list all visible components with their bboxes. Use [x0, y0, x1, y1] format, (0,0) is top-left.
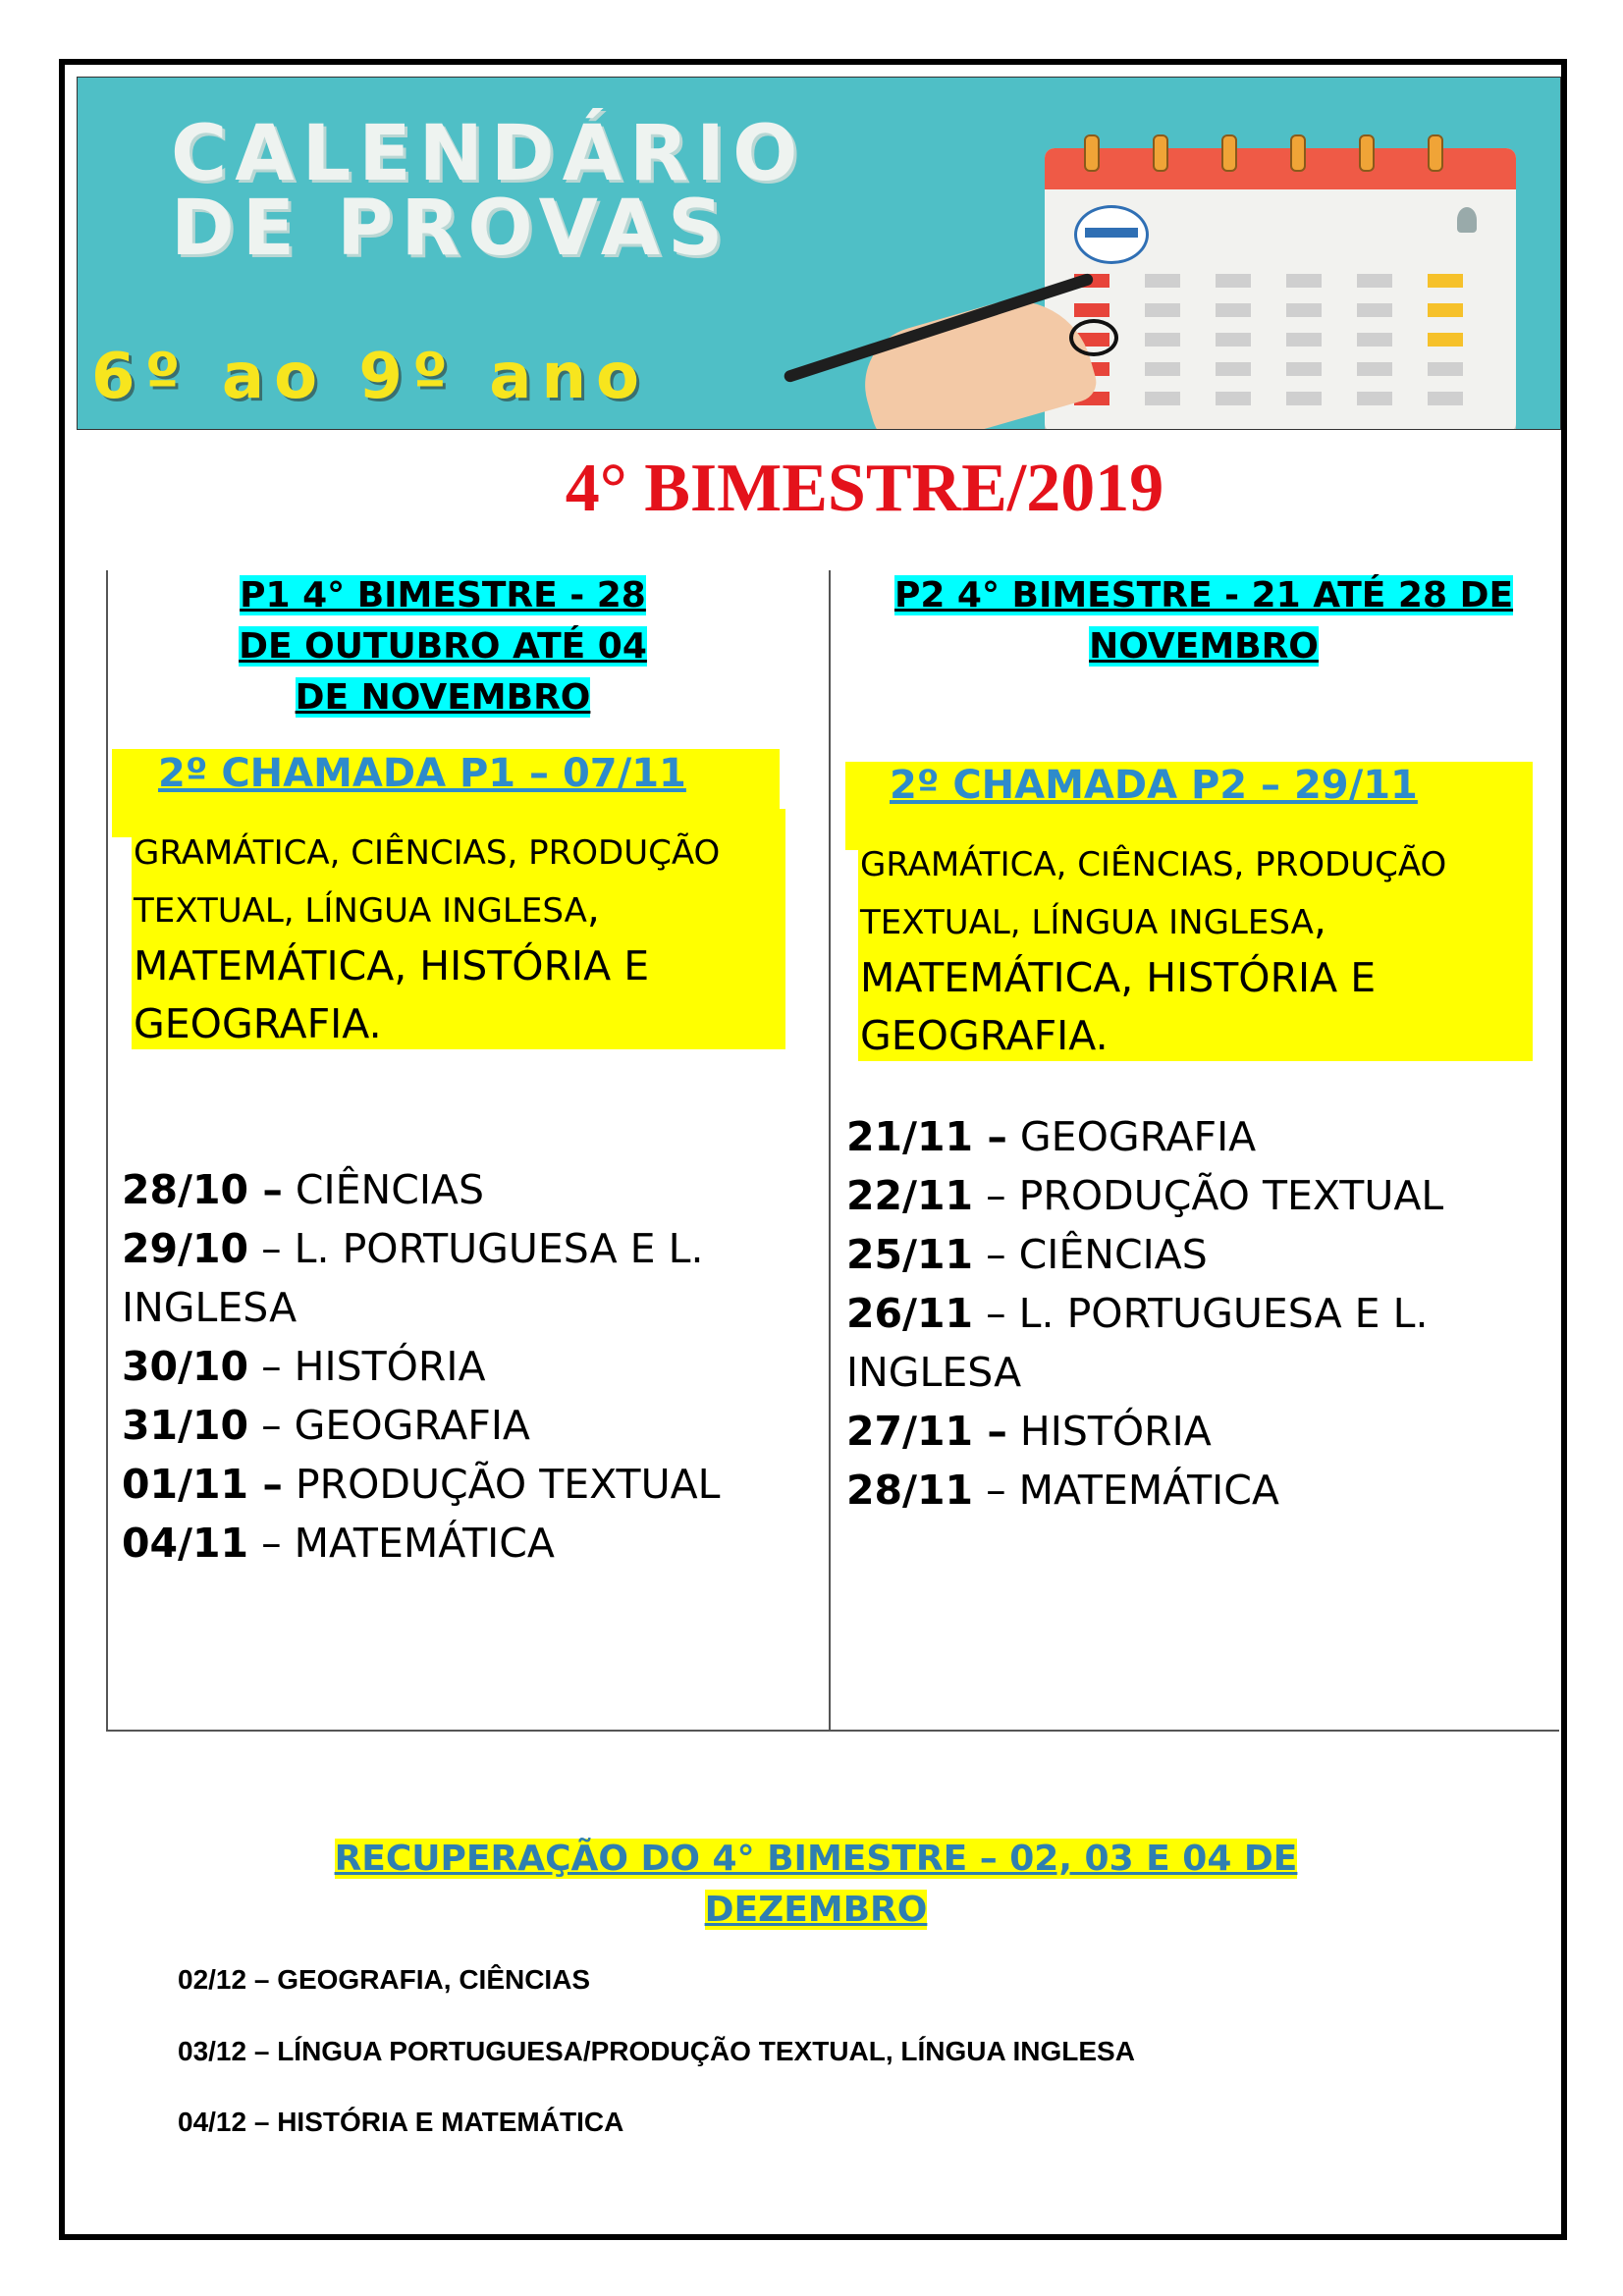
p2-second-call-big: , MATEMÁTICA, HISTÓRIA E GEOGRAFIA.	[860, 896, 1377, 1059]
calendar-cell	[1286, 333, 1322, 347]
list-item: 25/11 – CIÊNCIAS	[846, 1231, 1208, 1278]
p1-schedule	[122, 1160, 809, 1573]
recovery-item: 02/12 – GEOGRAFIA, CIÊNCIAS	[178, 1964, 591, 1995]
list-item: 21/11 – GEOGRAFIA	[846, 1113, 1257, 1160]
calendar-cell	[1216, 303, 1251, 317]
p1-second-call-small: GRAMÁTICA, CIÊNCIAS, PRODUÇÃO TEXTUAL, LÍNGUA INGLESA	[134, 833, 721, 931]
page-frame	[59, 59, 1567, 2240]
recovery-item: 04/12 – HISTÓRIA E MATEMÁTICA	[178, 2107, 624, 2137]
list-item: 31/10 – GEOGRAFIA	[122, 1402, 530, 1449]
table-left-border	[106, 570, 108, 1731]
recovery-title	[261, 1834, 1371, 1936]
p1-second-call-big: , MATEMÁTICA, HISTÓRIA E GEOGRAFIA.	[134, 884, 650, 1047]
list-item: 28/11 – MATEMÁTICA	[846, 1467, 1279, 1514]
table-center-divider	[829, 570, 831, 1731]
page-title-text: 4° BIMESTRE/2019	[565, 451, 1164, 526]
list-item: 29/10 – L. PORTUGUESA E L. INGLESA	[122, 1225, 704, 1331]
school-logo-icon	[1074, 205, 1149, 264]
calendar-ring	[1153, 134, 1168, 172]
recovery-title-text: RECUPERAÇÃO DO 4° BIMESTRE – 02, 03 E 04 DE DEZEMBRO	[334, 1839, 1298, 1930]
p1-title	[212, 570, 674, 723]
p2-second-call-subjects	[860, 837, 1528, 1066]
calendar-cell	[1286, 362, 1322, 376]
banner-title-line2: DE PROVAS	[171, 185, 731, 273]
calendar-cell	[1286, 274, 1322, 288]
p2-schedule	[846, 1107, 1543, 1520]
banner-title	[171, 110, 806, 273]
calendar-cell	[1428, 392, 1463, 405]
calendar-ring	[1084, 134, 1100, 172]
calendar-ring	[1221, 134, 1237, 172]
list-item: 04/11 – MATEMÁTICA	[122, 1520, 555, 1567]
circle-mark-icon	[1069, 319, 1118, 356]
calendar-cell	[1357, 274, 1392, 288]
banner-grades: 6º ao 9º ano	[91, 341, 649, 413]
calendar-cell	[1145, 392, 1180, 405]
calendar-cell	[1357, 303, 1392, 317]
calendar-cell	[1428, 274, 1463, 288]
calendar-cell	[1216, 362, 1251, 376]
calendar-cell	[1216, 274, 1251, 288]
calendar-ring	[1428, 134, 1443, 172]
calendar-cell	[1074, 303, 1109, 317]
calendar-ring	[1359, 134, 1375, 172]
p1-title-text: P1 4° BIMESTRE - 28 DE OUTUBRO ATÉ 04 DE NOVEMBRO	[239, 575, 647, 718]
table-bottom-border	[106, 1730, 1559, 1732]
p2-title	[850, 570, 1557, 672]
list-item: 27/11 – HISTÓRIA	[846, 1408, 1212, 1455]
calendar-icon	[1045, 148, 1516, 430]
calendar-cell	[1357, 392, 1392, 405]
calendar-cell	[1357, 333, 1392, 347]
calendar-cell	[1357, 362, 1392, 376]
calendar-header-strip	[1045, 148, 1516, 189]
p2-title-text: P2 4° BIMESTRE - 21 ATÉ 28 DE NOVEMBRO	[893, 575, 1514, 667]
calendar-cell	[1216, 392, 1251, 405]
calendar-cell	[1145, 274, 1180, 288]
list-item: 26/11 – L. PORTUGUESA E L. INGLESA	[846, 1290, 1429, 1396]
calendar-cell	[1428, 362, 1463, 376]
list-item: 28/10 – CIÊNCIAS	[122, 1166, 484, 1213]
calendar-cell	[1428, 303, 1463, 317]
calendar-cell	[1216, 333, 1251, 347]
calendar-cell	[1145, 303, 1180, 317]
page-title	[65, 450, 1561, 528]
calendar-cell	[1145, 362, 1180, 376]
runner-icon	[1457, 207, 1477, 233]
calendar-ring	[1290, 134, 1306, 172]
banner-title-line1: CALENDÁRIO	[171, 110, 806, 198]
p2-second-call-small: GRAMÁTICA, CIÊNCIAS, PRODUÇÃO TEXTUAL, LÍNGUA INGLESA	[860, 845, 1447, 942]
calendar-cell	[1145, 333, 1180, 347]
header-banner	[77, 77, 1561, 430]
p1-second-call-subjects	[134, 826, 772, 1054]
p2-second-call-title: 2º CHAMADA P2 – 29/11	[890, 763, 1418, 808]
list-item: 01/11 – PRODUÇÃO TEXTUAL	[122, 1461, 721, 1508]
calendar-cell	[1286, 303, 1322, 317]
calendar-cell	[1428, 333, 1463, 347]
calendar-cell	[1286, 392, 1322, 405]
list-item: 30/10 – HISTÓRIA	[122, 1343, 486, 1390]
recovery-item: 03/12 – LÍNGUA PORTUGUESA/PRODUÇÃO TEXTUAL, LÍNGUA INGLESA	[178, 2036, 1135, 2066]
list-item: 22/11 – PRODUÇÃO TEXTUAL	[846, 1172, 1444, 1219]
p1-second-call-title: 2º CHAMADA P1 – 07/11	[158, 751, 686, 796]
